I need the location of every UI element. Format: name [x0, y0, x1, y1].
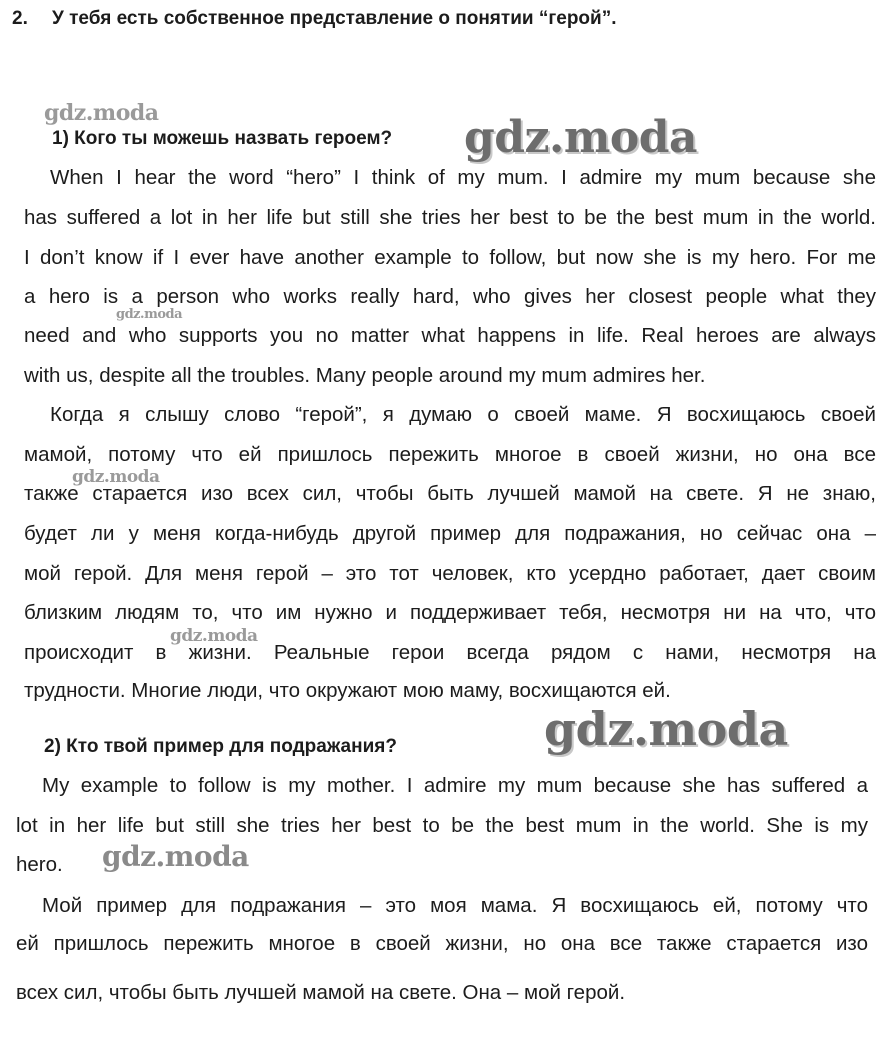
paragraph-line: has suffered a lot in her life but still she tries her best to be the best mum in the world.	[24, 206, 876, 229]
paragraph-line: ей пришлось пережить многое в своей жизни, но она все также старается изо	[16, 932, 868, 955]
paragraph-line: близким людям то, что им нужно и поддерживает тебя, несмотря ни на что, что	[24, 601, 876, 624]
paragraph-line: When I hear the word “hero” I think of my mum. I admire my mum because she	[50, 166, 876, 189]
paragraph-line: need and who supports you no matter what happens in life. Real heroes are always	[24, 324, 876, 347]
paragraph-line: hero.	[16, 853, 63, 876]
paragraph-line: lot in her life but still she tries her best to be the best mum in the world. She is my	[16, 814, 868, 837]
watermark-logo: gdz.moda	[116, 307, 183, 322]
paragraph-line: with us, despite all the troubles. Many people around my mum admires her.	[24, 364, 706, 387]
paragraph-line: всех сил, чтобы быть лучшей мамой на свете. Она – мой герой.	[16, 981, 626, 1004]
paragraph-line: мой герой. Для меня герой – это тот человек, кто усердно работает, дает своим	[24, 562, 876, 585]
paragraph-line: a hero is a person who works really hard, who gives her closest people what they	[24, 285, 876, 308]
paragraph-line: будет ли у меня когда-нибудь другой пример для подражания, но сейчас она –	[24, 522, 876, 545]
paragraph-line: Мой пример для подражания – это моя мама. Я восхищаюсь ей, потому что	[42, 894, 868, 917]
watermark-logo: gdz.moda	[544, 702, 788, 756]
paragraph-line: I don’t know if I ever have another example to follow, but now she is my hero. For me	[24, 246, 876, 269]
task-number: 2.	[12, 8, 28, 29]
paragraph-line: мамой, потому что ей пришлось пережить многое в своей жизни, но она все	[24, 443, 876, 466]
watermark-logo: gdz.moda	[44, 100, 159, 126]
question-2: 2) Кто твой пример для подражания?	[44, 736, 397, 757]
task-title: У тебя есть собственное представление о понятии “герой”.	[52, 8, 617, 29]
watermark-logo: gdz.moda	[464, 112, 698, 163]
watermark-logo: gdz.moda	[102, 840, 249, 873]
paragraph-line: трудности. Многие люди, что окружают мою маму, восхищаются ей.	[24, 679, 671, 702]
watermark-logo: gdz.moda	[72, 467, 160, 487]
watermark-logo: gdz.moda	[170, 626, 258, 646]
paragraph-line: происходит в жизни. Реальные герои всегда рядом с нами, несмотря на	[24, 641, 876, 664]
paragraph-line: Когда я слышу слово “герой”, я думаю о своей маме. Я восхищаюсь своей	[50, 403, 876, 426]
paragraph-line: также старается изо всех сил, чтобы быть лучшей мамой на свете. Я не знаю,	[24, 482, 876, 505]
paragraph-line: My example to follow is my mother. I admire my mum because she has suffered a	[42, 774, 868, 797]
question-1: 1) Кого ты можешь назвать героем?	[52, 128, 393, 149]
